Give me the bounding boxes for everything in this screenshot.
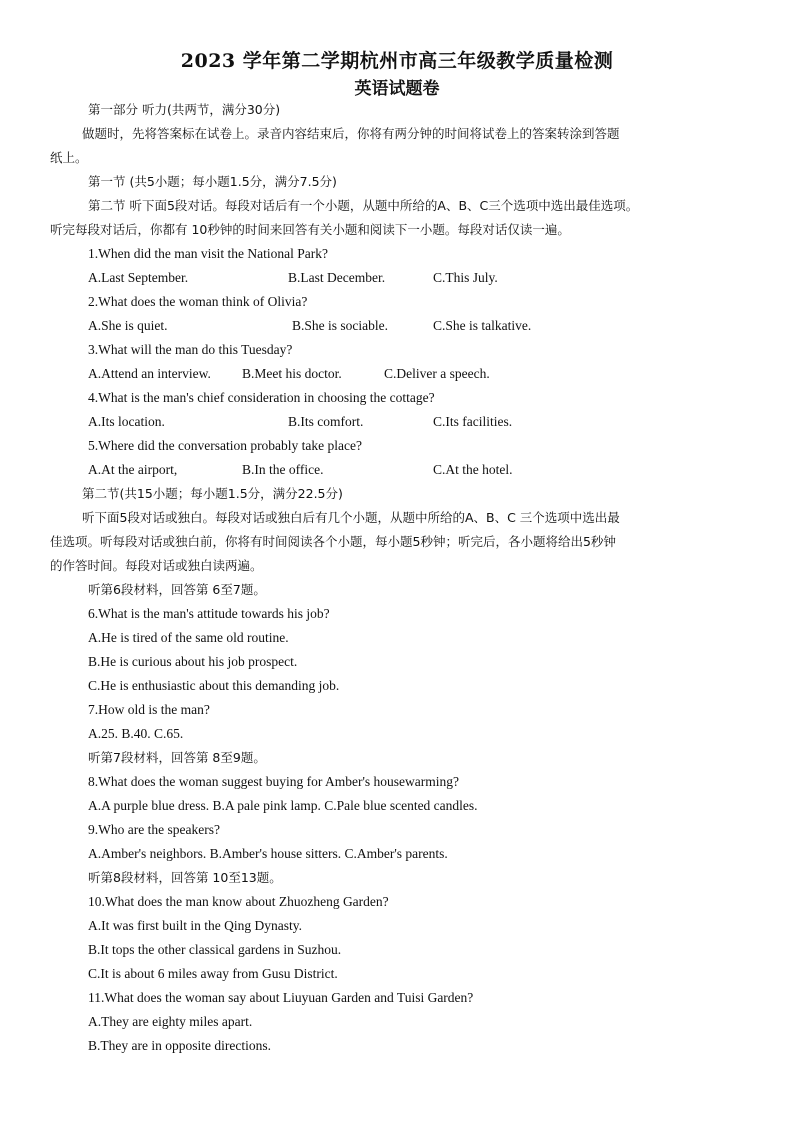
question-4-option-b: B.Its comfort. [288,414,364,429]
question-9-options: A.Amber's neighbors. B.Amber's house sitters. C.Amber's parents. [88,846,448,861]
section1-instruction-line2: 听完每段对话后，你都有 10秒钟的时间来回答有关小题和阅读下一小题。每段对话仅读一遍。 [50,222,570,237]
question-9: 9.Who are the speakers? [88,822,220,837]
question-11: 11.What does the woman say about Liuyuan Garden and Tuisi Garden? [88,990,474,1005]
question-6-option-a: A.He is tired of the same old routine. [88,630,289,645]
question-6-option-b: B.He is curious about his job prospect. [88,654,298,669]
section1-heading: 第一节 (共5小题；每小题1.5分，满分7.5分) [88,174,337,189]
material-8-heading: 听第8段材料，回答第 10至13题。 [88,870,282,885]
question-3: 3.What will the man do this Tuesday? [88,342,293,357]
question-10-option-b: B.It tops the other classical gardens in Suzhou. [88,942,342,957]
question-4: 4.What is the man's chief consideration in choosing the cottage? [88,390,435,405]
section2-instruction-line2: 佳选项。听每段对话或独白前，你将有时间阅读各个小题，每小题5秒钟；听完后，各小题将给出5秒钟 [50,534,616,549]
question-10-option-c: C.It is about 6 miles away from Gusu District. [88,966,338,981]
question-2: 2.What does the woman think of Olivia? [88,294,308,309]
question-11-option-b: B.They are in opposite directions. [88,1038,271,1053]
part1-intro-line2: 纸上。 [50,150,88,165]
section2-instruction-line3: 的作答时间。每段对话或独白读两遍。 [50,558,263,573]
question-6-option-c: C.He is enthusiastic about this demanding job. [88,678,340,693]
question-8: 8.What does the woman suggest buying for Amber's housewarming? [88,774,459,789]
question-4-option-a: A.Its location. [88,414,165,429]
material-7-heading: 听第7段材料，回答第 8至9题。 [88,750,266,765]
exam-subtitle: 英语试题卷 [354,79,440,99]
question-3-option-c: C.Deliver a speech. [384,366,490,381]
question-7-options: A.25. B.40. C.65. [88,726,184,741]
part1-intro-line1: 做题时，先将答案标在试卷上。录音内容结束后，你将有两分钟的时间将试卷上的答案转涂到答题 [82,126,620,141]
question-8-options: A.A purple blue dress. B.A pale pink lamp. C.Pale blue scented candles. [88,798,478,813]
question-7: 7.How old is the man? [88,702,210,717]
question-2-option-a: A.She is quiet. [88,318,168,333]
section2-instruction-line1: 听下面5段对话或独白。每段对话或独白后有几个小题，从题中所给的A、B、C 三个选项中选出最 [82,510,620,525]
question-11-option-a: A.They are eighty miles apart. [88,1014,253,1029]
question-4-option-c: C.Its facilities. [433,414,513,429]
question-10-option-a: A.It was first built in the Qing Dynasty. [88,918,302,933]
section1-instruction-line1: 第二节 听下面5段对话。每段对话后有一个小题，从题中所给的A、B、C三个选项中选出最佳选项。 [88,198,639,213]
question-1-option-b: B.Last December. [288,270,386,285]
question-10: 10.What does the man know about Zhuozheng Garden? [88,894,389,909]
question-6: 6.What is the man's attitude towards his job? [88,606,330,621]
question-3-option-a: A.Attend an interview. [88,366,211,381]
exam-title: 2023 学年第二学期杭州市高三年级教学质量检测 [180,50,614,72]
part1-heading: 第一部分 听力(共两节，满分30分) [88,102,281,117]
question-1-option-a: A.Last September. [88,270,189,285]
question-2-option-c: C.She is talkative. [433,318,532,333]
question-1-option-c: C.This July. [433,270,498,285]
material-6-heading: 听第6段材料，回答第 6至7题。 [88,582,266,597]
question-5-option-a: A.At the airport, [88,462,178,477]
question-3-option-b: B.Meet his doctor. [242,366,342,381]
question-1: 1.When did the man visit the National Park? [88,246,328,261]
question-2-option-b: B.She is sociable. [292,318,388,333]
question-5: 5.Where did the conversation probably take place? [88,438,363,453]
question-5-option-b: B.In the office. [242,462,324,477]
section2-heading: 第二节(共15小题；每小题1.5分，满分22.5分) [82,486,343,501]
question-5-option-c: C.At the hotel. [433,462,513,477]
